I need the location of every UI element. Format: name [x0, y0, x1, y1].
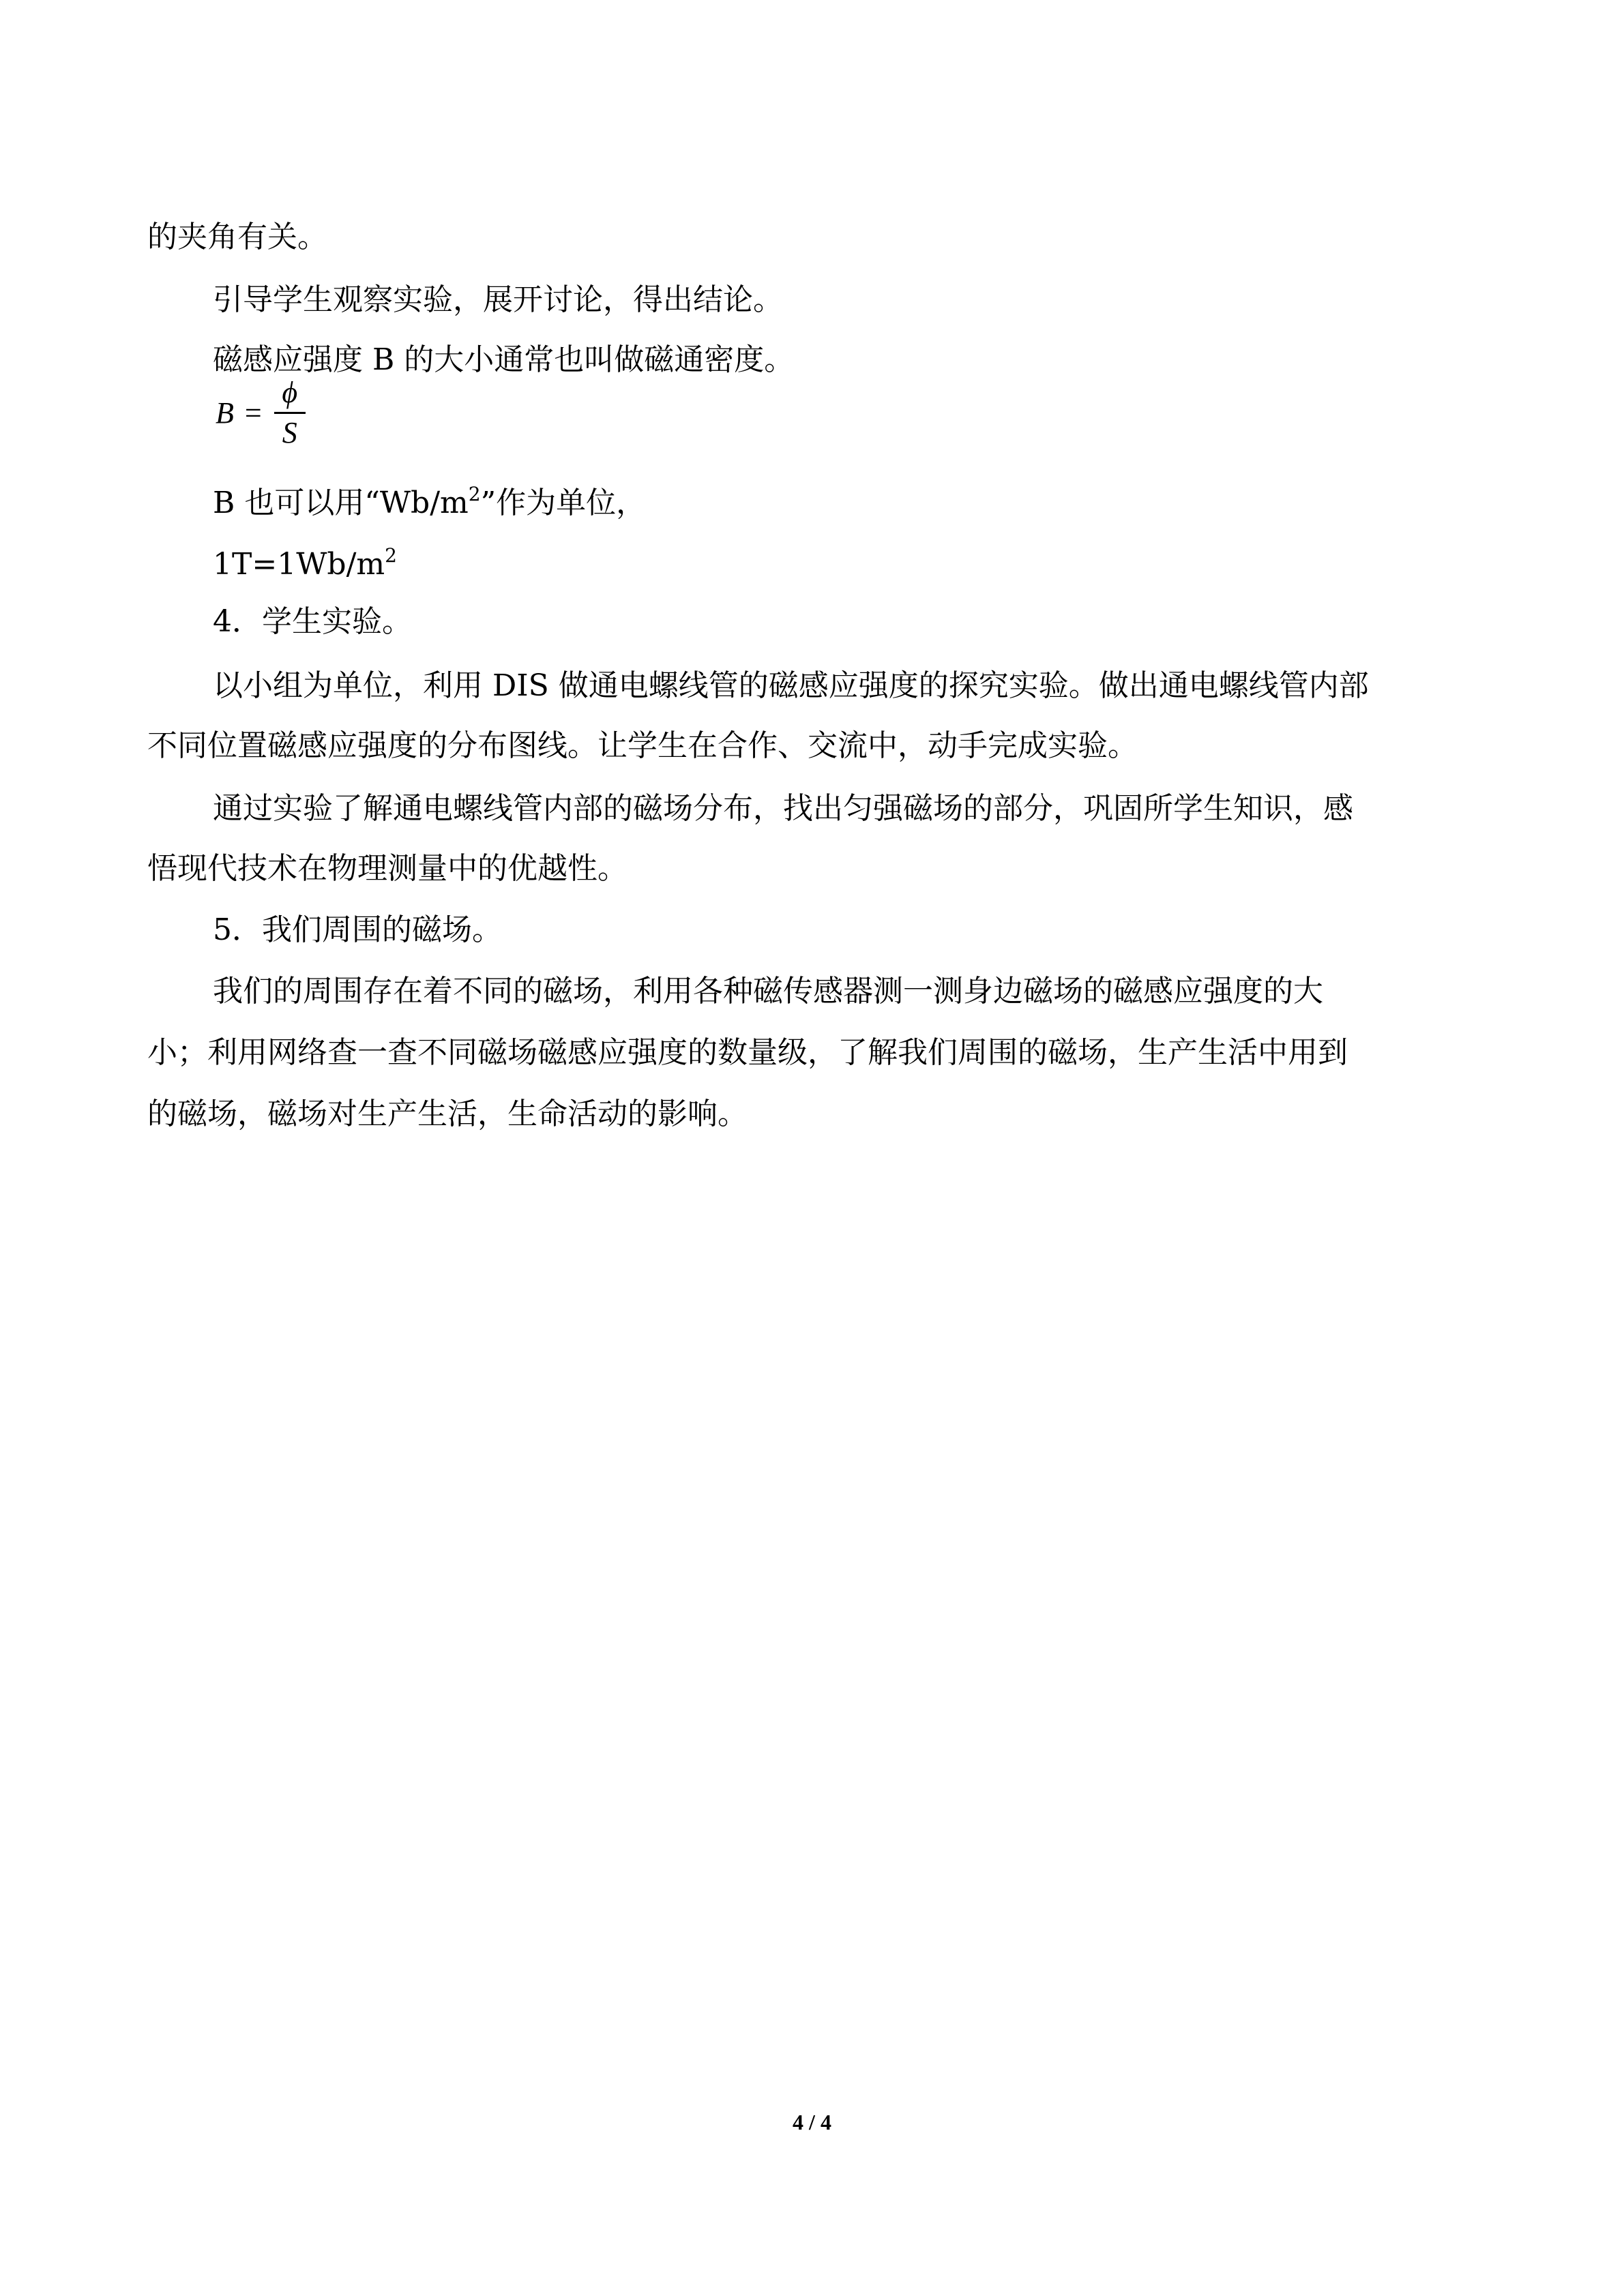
unit-line-prefix: B 也可以用“Wb/m — [213, 486, 469, 520]
section-5-paragraph-line-1: 我们的周围存在着不同的磁场，利用各种磁传感器测一测身边磁场的磁感应强度的大 — [213, 974, 1323, 1009]
section-4-paragraph-2-line-2: 悟现代技术在物理测量中的优越性。 — [147, 851, 628, 886]
formula-fraction — [274, 374, 306, 452]
paragraph-tesla-conversion — [213, 544, 397, 585]
paragraph-flux-density: 磁感应强度 B 的大小通常也叫做磁通密度。 — [213, 342, 795, 377]
section-5-title: 5．我们周围的磁场。 — [213, 912, 502, 947]
section-5-paragraph-line-2: 小；利用网络查一查不同磁场磁感应强度的数量级，了解我们周围的磁场，生产生活中用到 — [147, 1035, 1348, 1070]
formula-denominator: S — [282, 416, 297, 449]
paragraph-unit-wb-m2 — [213, 483, 646, 524]
section-4-paragraph-1-line-2: 不同位置磁感应强度的分布图线。让学生在合作、交流中，动手完成实验。 — [147, 728, 1138, 763]
formula-lhs: B — [216, 396, 234, 430]
paragraph-guide-students: 引导学生观察实验，展开讨论，得出结论。 — [213, 282, 783, 317]
section-5-paragraph-line-3: 的磁场，磁场对生产生活，生命活动的影响。 — [147, 1097, 748, 1131]
section-4-paragraph-1-line-1: 以小组为单位，利用 DIS 做通电螺线管的磁感应强度的探究实验。做出通电螺线管内部 — [213, 668, 1369, 703]
unit-line-suffix: ”作为单位， — [480, 486, 647, 520]
unit-line-superscript: 2 — [468, 483, 481, 505]
section-4-title: 4．学生实验。 — [213, 604, 412, 639]
formula-numerator: ϕ — [282, 376, 298, 409]
conversion-prefix: 1T=1Wb/m — [213, 547, 385, 582]
formula-equals: = — [244, 396, 262, 430]
conversion-superscript: 2 — [385, 544, 397, 567]
section-4-paragraph-2-line-1: 通过实验了解通电螺线管内部的磁场分布，找出匀强磁场的部分，巩固所学生知识，感 — [213, 791, 1353, 826]
paragraph-continuation: 的夹角有关。 — [147, 220, 327, 254]
page-number: 4 / 4 — [793, 2110, 831, 2134]
formula-b-equals-phi-over-s — [216, 374, 306, 452]
